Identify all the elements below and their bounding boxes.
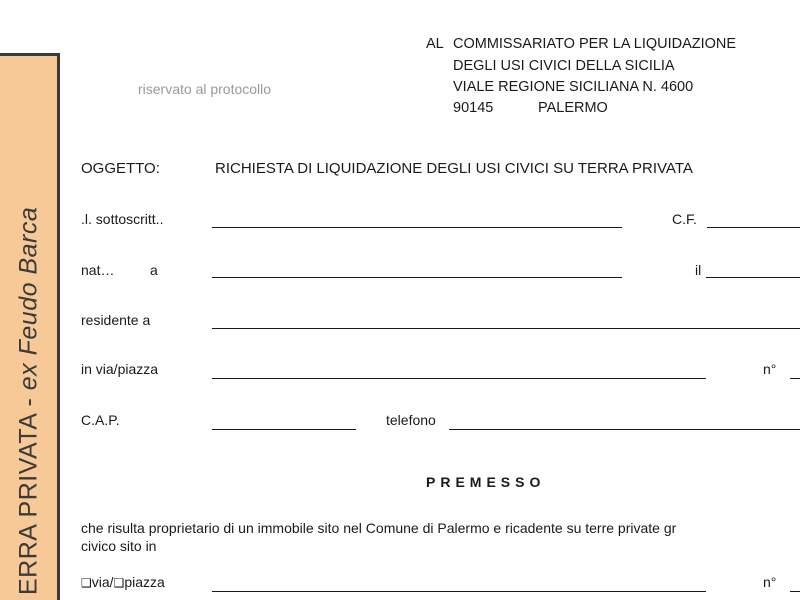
premesso-line1: che risulta proprietario di un immobile sito nel Comune di Palermo e ricadente su terre private gr — [81, 520, 677, 536]
addressee-prefix: AL — [426, 36, 444, 52]
subject-text: RICHIESTA DI LIQUIDAZIONE DEGLI USI CIVICI SU TERRA PRIVATA — [215, 160, 693, 177]
signer-name-field[interactable] — [212, 227, 622, 228]
subject-label: OGGETTO: — [81, 160, 160, 177]
premesso-line2: civico sito in — [81, 538, 157, 554]
property-number-field[interactable] — [790, 591, 800, 592]
addressee-city: PALERMO — [538, 100, 608, 116]
birth-place-field[interactable] — [212, 277, 622, 278]
street-field[interactable] — [212, 378, 706, 379]
street-type-options — [81, 574, 165, 590]
via-checkbox[interactable]: ❑ — [81, 576, 92, 590]
birth-date-field[interactable] — [706, 277, 800, 278]
addressee-line3: VIALE REGIONE SICILIANA N. 4600 — [453, 79, 694, 95]
residence-field[interactable] — [212, 328, 800, 329]
addressee-line1: COMMISSARIATO PER LA LIQUIDAZIONE — [453, 36, 737, 52]
birth-label: nat… — [81, 262, 115, 278]
property-number-label: n° — [763, 574, 777, 590]
birth-place-label: a — [150, 262, 158, 278]
property-street-field[interactable] — [212, 591, 706, 592]
house-number-label: n° — [763, 361, 777, 377]
birth-date-label: il — [695, 262, 702, 278]
signer-label: .l. sottoscritt.. — [81, 211, 164, 227]
piazza-checkbox[interactable]: ❑ — [113, 576, 125, 590]
via-option-label: via/ — [91, 574, 114, 590]
piazza-option-label: piazza — [124, 574, 165, 590]
protocol-stamp-label: riservato al protocollo — [138, 81, 272, 97]
sidebar-banner — [0, 53, 60, 600]
sidebar-title: ERRA PRIVATA - — [14, 397, 42, 595]
premesso-heading: PREMESSO — [426, 474, 546, 490]
addressee-cap: 90145 — [453, 100, 494, 116]
tax-code-field[interactable] — [707, 227, 800, 228]
tax-code-label: C.F. — [672, 211, 697, 227]
postal-code-field[interactable] — [212, 429, 356, 430]
addressee-line2: DEGLI USI CIVICI DELLA SICILIA — [453, 58, 675, 74]
phone-field[interactable] — [449, 429, 800, 430]
street-label: in via/piazza — [81, 361, 159, 377]
phone-label: telefono — [386, 412, 436, 428]
sidebar-subtitle: ex Feudo Barca — [14, 206, 42, 391]
postal-code-label: C.A.P. — [81, 412, 120, 428]
house-number-field[interactable] — [790, 378, 800, 379]
residence-label: residente a — [81, 312, 151, 328]
sidebar-vertical-text — [14, 207, 43, 595]
